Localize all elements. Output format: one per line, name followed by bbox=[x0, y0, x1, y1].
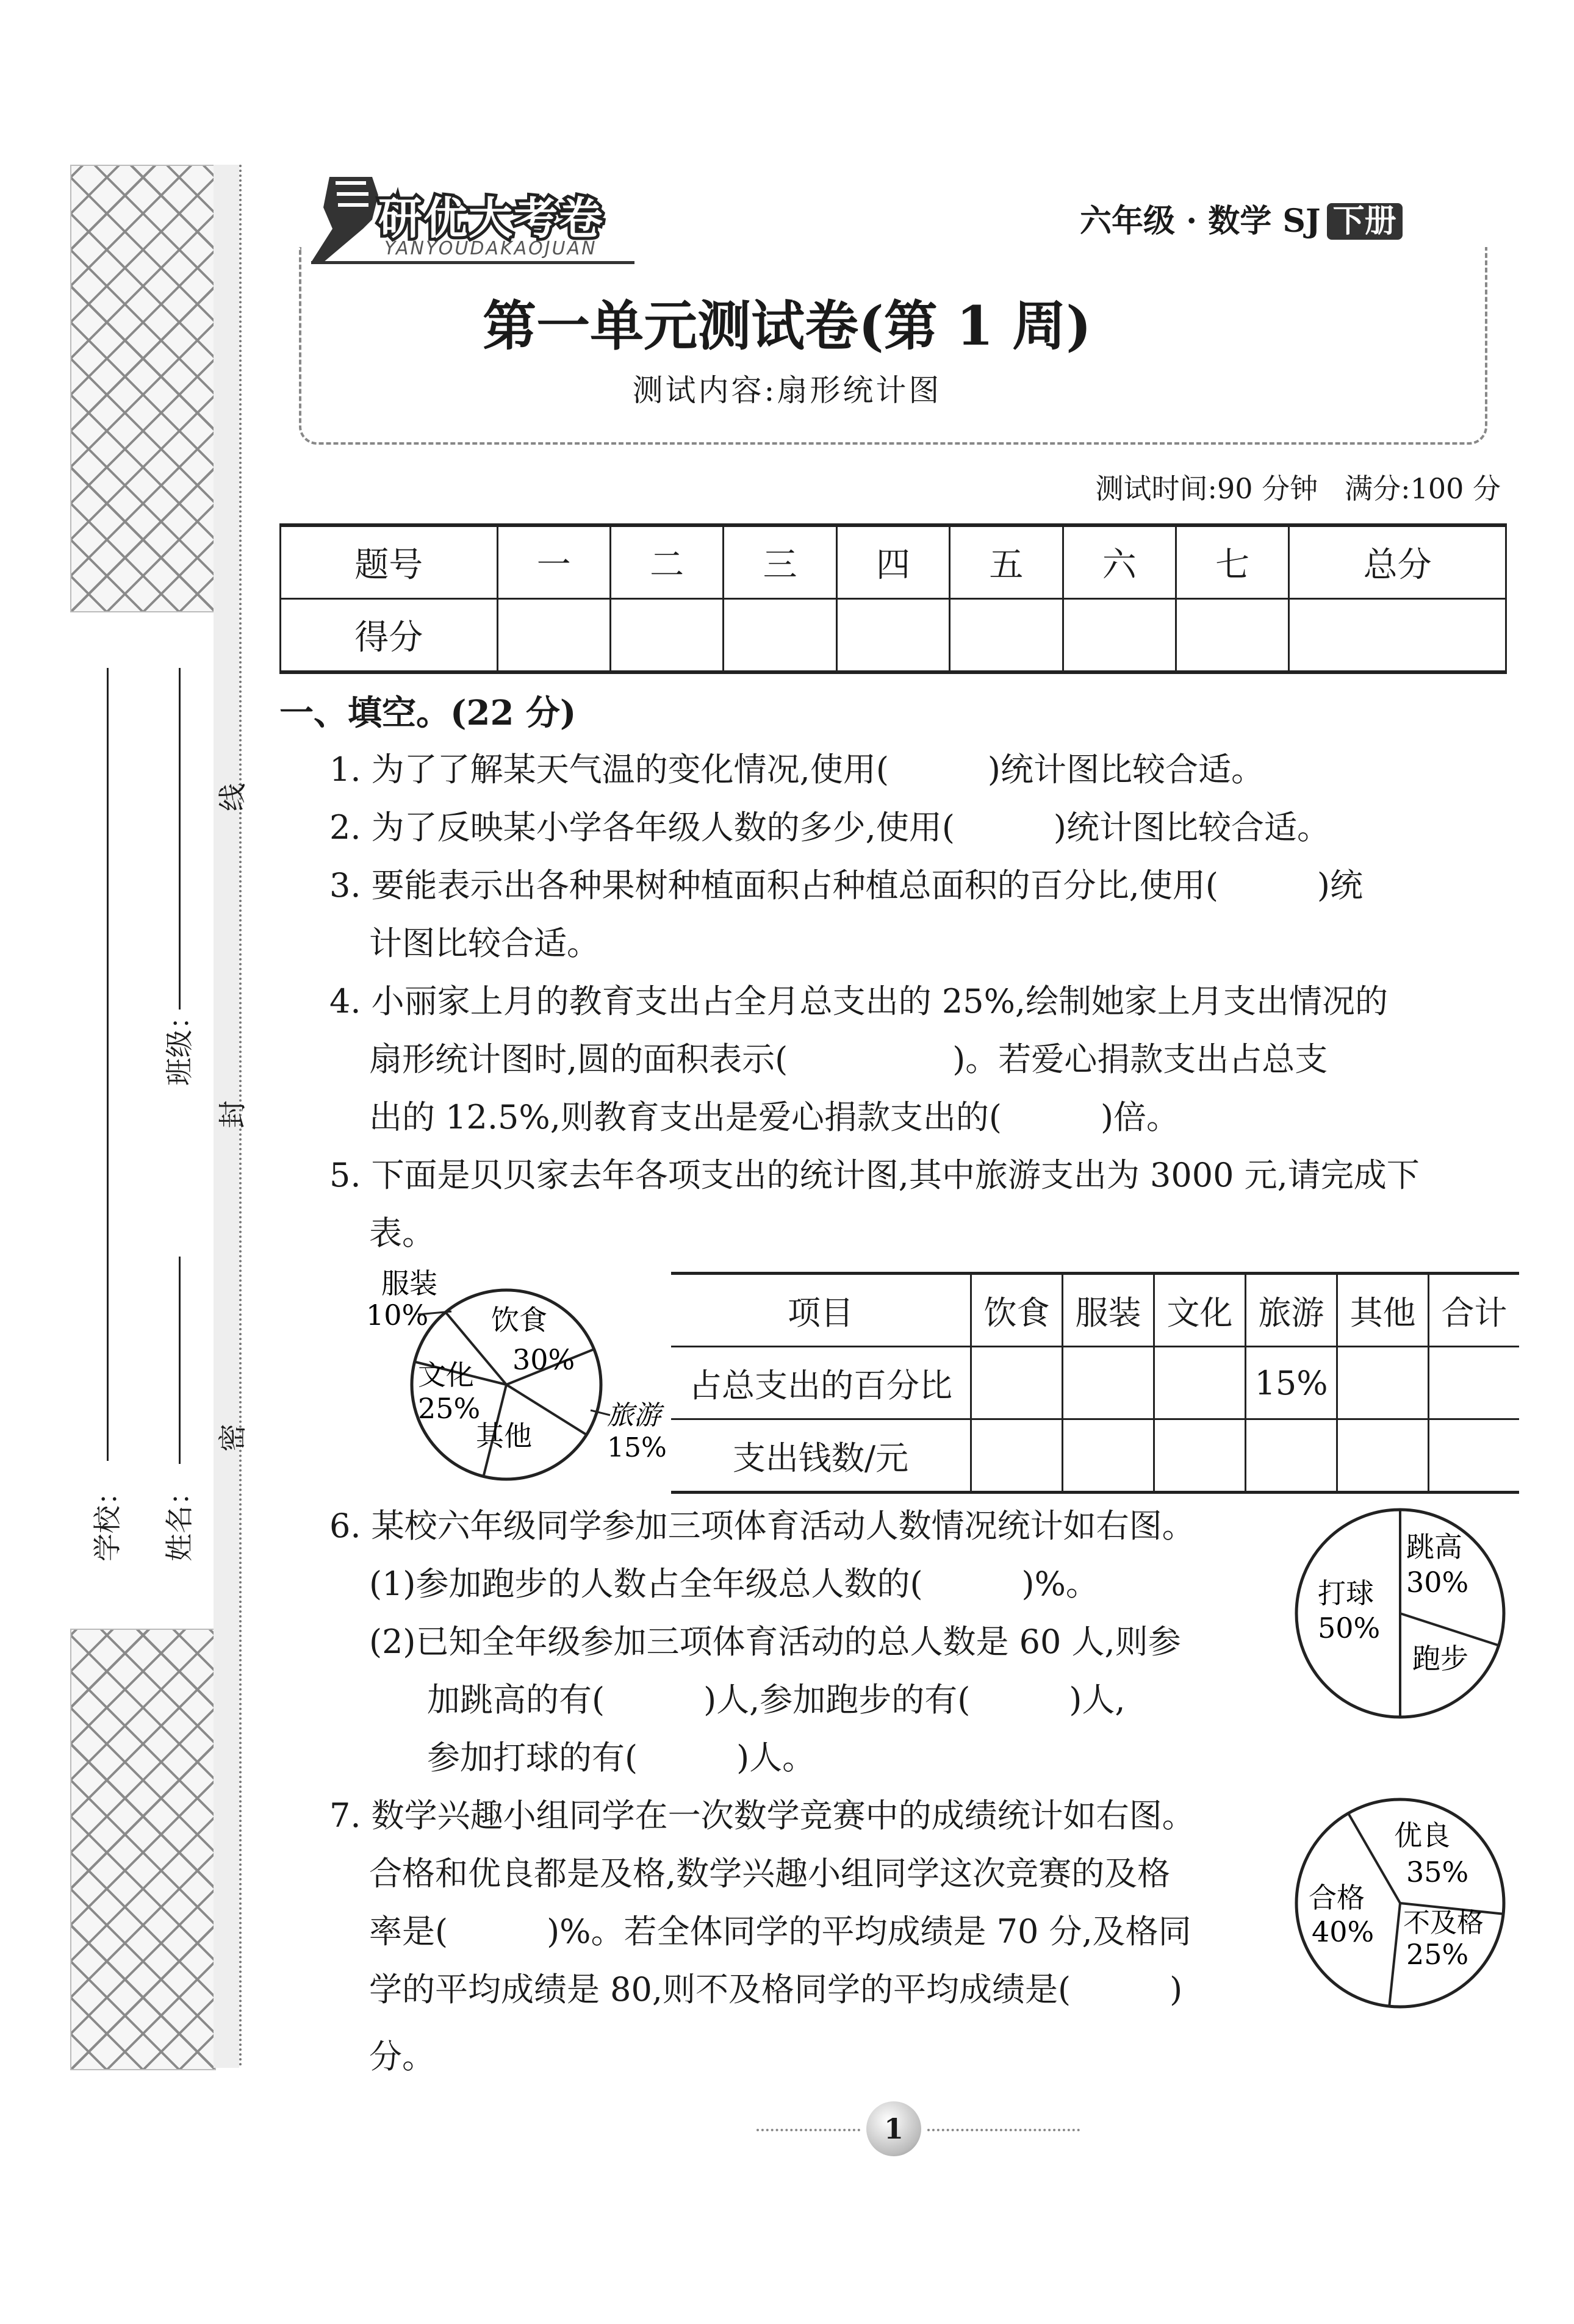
q5-header-cell: 其他 bbox=[1337, 1274, 1429, 1347]
q5-answer-cell[interactable] bbox=[971, 1419, 1063, 1493]
score-header-cell: 四 bbox=[836, 525, 949, 599]
score-header-cell: 三 bbox=[724, 525, 836, 599]
class-label: 班级： bbox=[163, 1002, 196, 1086]
q5-table-header-row bbox=[671, 1274, 1519, 1347]
q6-value-high-jump: 30% bbox=[1406, 1566, 1469, 1599]
q5-table-money-row bbox=[671, 1419, 1519, 1493]
question-6-line-3: (2)已知全年级参加三项体育活动的总人数是 60 人,则参 bbox=[369, 1623, 1181, 1661]
q7-value-fail: 25% bbox=[1406, 1938, 1469, 1971]
q6-label-high-jump: 跳高 bbox=[1406, 1530, 1462, 1563]
q5-header-cell: 旅游 bbox=[1246, 1274, 1337, 1347]
question-1: 1. 为了了解某天气温的变化情况,使用( )统计图比较合适。 bbox=[329, 750, 1264, 789]
school-label: 学校： bbox=[91, 1477, 124, 1562]
score-header-cell: 二 bbox=[610, 525, 723, 599]
q5-row-label: 支出钱数/元 bbox=[671, 1419, 971, 1493]
question-4-line-3: 出的 12.5%,则教育支出是爱心捐款支出的( )倍。 bbox=[369, 1098, 1180, 1136]
q5-travel-percent-cell: 15% bbox=[1246, 1347, 1337, 1419]
score-table bbox=[279, 523, 1507, 674]
pie-divider-合格 bbox=[1389, 1903, 1400, 2006]
q5-answer-cell[interactable] bbox=[1429, 1419, 1520, 1493]
q7-label-pass: 合格 bbox=[1309, 1881, 1365, 1914]
q5-value-travel: 15% bbox=[607, 1432, 667, 1463]
page-number: 1 bbox=[866, 2101, 921, 2156]
q5-label-clothing: 服装 bbox=[381, 1267, 437, 1300]
q7-label-excellent: 优良 bbox=[1394, 1819, 1450, 1852]
q5-answer-cell[interactable] bbox=[1154, 1347, 1246, 1419]
question-7-line-4: 学的平均成绩是 80,则不及格同学的平均成绩是( ) bbox=[369, 1970, 1183, 2009]
q5-table bbox=[671, 1272, 1519, 1494]
q6-pie-chart bbox=[1290, 1501, 1516, 1726]
page-title: 第一单元测试卷(第 1 周) bbox=[483, 294, 1091, 357]
q5-value-clothing: 10% bbox=[366, 1299, 429, 1332]
score-header-cell: 一 bbox=[497, 525, 610, 599]
question-3-line-1: 3. 要能表示出各种果树种植面积占种植总面积的百分比,使用( )统 bbox=[329, 866, 1363, 905]
score-header-cell: 总分 bbox=[1289, 525, 1506, 599]
q6-label-ball: 打球 bbox=[1318, 1577, 1374, 1610]
q7-value-pass: 40% bbox=[1312, 1915, 1375, 1948]
question-3-line-2: 计图比较合适。 bbox=[369, 924, 600, 963]
q5-answer-cell[interactable] bbox=[1063, 1347, 1154, 1419]
q5-answer-cell[interactable] bbox=[1063, 1419, 1154, 1493]
q7-label-fail: 不及格 bbox=[1403, 1907, 1484, 1938]
score-header-cell: 题号 bbox=[281, 525, 498, 599]
test-content: 测试内容:扇形统计图 bbox=[632, 373, 942, 408]
q5-table-percent-row bbox=[671, 1347, 1519, 1419]
name-line[interactable] bbox=[179, 1257, 181, 1464]
question-6-line-2: (1)参加跑步的人数占全年级总人数的( )%。 bbox=[369, 1565, 1099, 1603]
score-row-label: 得分 bbox=[281, 599, 498, 673]
seal-char-mi: 密 bbox=[216, 1424, 249, 1452]
grade-subject-text: 六年级 · 数学 SJ bbox=[1080, 203, 1321, 240]
q5-answer-cell[interactable] bbox=[1337, 1419, 1429, 1493]
score-cell[interactable] bbox=[836, 599, 949, 673]
q6-value-ball: 50% bbox=[1318, 1612, 1381, 1644]
q5-answer-cell[interactable] bbox=[1246, 1419, 1337, 1493]
score-table-header-row bbox=[281, 525, 1506, 599]
q5-header-cell: 饮食 bbox=[971, 1274, 1063, 1347]
q5-value-culture: 25% bbox=[418, 1392, 481, 1425]
score-cell[interactable] bbox=[1176, 599, 1288, 673]
question-4-line-1: 4. 小丽家上月的教育支出占全月总支出的 25%,绘制她家上月支出情况的 bbox=[329, 982, 1389, 1020]
question-2: 2. 为了反映某小学各年级人数的多少,使用( )统计图比较合适。 bbox=[329, 808, 1330, 847]
q5-value-food: 30% bbox=[512, 1343, 575, 1376]
question-7-line-1: 7. 数学兴趣小组同学在一次数学竞赛中的成绩统计如右图。 bbox=[329, 1796, 1195, 1835]
score-cell[interactable] bbox=[1289, 599, 1506, 673]
page-number-line-right bbox=[927, 2129, 1080, 2131]
volume-tag: 下册 bbox=[1327, 203, 1403, 240]
score-cell[interactable] bbox=[950, 599, 1063, 673]
q5-header-cell: 合计 bbox=[1429, 1274, 1520, 1347]
test-meta bbox=[1096, 467, 1501, 507]
question-7-line-3: 率是( )%。若全体同学的平均成绩是 70 分,及格同 bbox=[369, 1912, 1191, 1951]
q5-row-label: 占总支出的百分比 bbox=[671, 1347, 971, 1419]
q5-label-travel: 旅游 bbox=[607, 1400, 661, 1431]
score-table-score-row bbox=[281, 599, 1506, 673]
q5-answer-cell[interactable] bbox=[1154, 1419, 1246, 1493]
q5-answer-cell[interactable] bbox=[1429, 1347, 1520, 1419]
q5-label-other: 其他 bbox=[476, 1419, 532, 1452]
q5-answer-cell[interactable] bbox=[1337, 1347, 1429, 1419]
logo-pinyin: YANYOUDAKAOJUAN bbox=[384, 238, 597, 259]
binding-pattern-bottom bbox=[70, 1629, 216, 2070]
q5-header-cell: 服装 bbox=[1063, 1274, 1154, 1347]
question-6-line-1: 6. 某校六年级同学参加三项体育活动人数情况统计如右图。 bbox=[329, 1507, 1195, 1545]
question-7-line-5: 分。 bbox=[369, 2037, 435, 2076]
q5-header-cell: 文化 bbox=[1154, 1274, 1246, 1347]
seal-char-feng: 封 bbox=[216, 1100, 249, 1128]
question-6-line-5: 参加打球的有( )人。 bbox=[427, 1738, 816, 1777]
q6-label-running: 跑步 bbox=[1412, 1642, 1468, 1675]
name-label: 姓名： bbox=[163, 1477, 196, 1562]
q7-pie-chart bbox=[1290, 1790, 1516, 2016]
score-header-cell: 五 bbox=[950, 525, 1063, 599]
pie-divider-跑步 bbox=[1400, 1613, 1499, 1646]
q7-value-excellent: 35% bbox=[1406, 1856, 1469, 1888]
q5-answer-cell[interactable] bbox=[971, 1347, 1063, 1419]
q5-label-culture: 文化 bbox=[418, 1358, 474, 1391]
school-line[interactable] bbox=[107, 668, 109, 1461]
section-heading: 一、填空。(22 分) bbox=[279, 693, 577, 733]
score-header-cell: 六 bbox=[1063, 525, 1176, 599]
question-5-line-2: 表。 bbox=[369, 1214, 435, 1252]
question-4-line-2: 扇形统计图时,圆的面积表示( )。若爱心捐款支出占总支 bbox=[369, 1040, 1328, 1078]
question-5-line-1: 5. 下面是贝贝家去年各项支出的统计图,其中旅游支出为 3000 元,请完成下 bbox=[329, 1156, 1420, 1194]
question-6-line-4: 加跳高的有( )人,参加跑步的有( )人, bbox=[427, 1680, 1126, 1719]
question-7-line-2: 合格和优良都是及格,数学兴趣小组同学这次竞赛的及格 bbox=[369, 1854, 1171, 1893]
q5-pie-chart bbox=[360, 1263, 689, 1494]
page-number-line-left bbox=[756, 2129, 860, 2131]
q5-label-food: 饮食 bbox=[491, 1304, 547, 1336]
q5-header-cell: 项目 bbox=[671, 1274, 971, 1347]
full-score: 满分:100 分 bbox=[1345, 472, 1501, 505]
test-time: 测试时间:90 分钟 bbox=[1095, 472, 1318, 505]
grade-subject bbox=[1080, 195, 1403, 241]
seal-char-xian: 线 bbox=[216, 783, 249, 811]
score-cell[interactable] bbox=[497, 599, 610, 673]
logo-text: 研优大考卷 bbox=[378, 193, 605, 244]
score-cell[interactable] bbox=[724, 599, 836, 673]
score-cell[interactable] bbox=[1063, 599, 1176, 673]
score-header-cell: 七 bbox=[1176, 525, 1288, 599]
class-line[interactable] bbox=[179, 668, 181, 1010]
score-cell[interactable] bbox=[610, 599, 723, 673]
